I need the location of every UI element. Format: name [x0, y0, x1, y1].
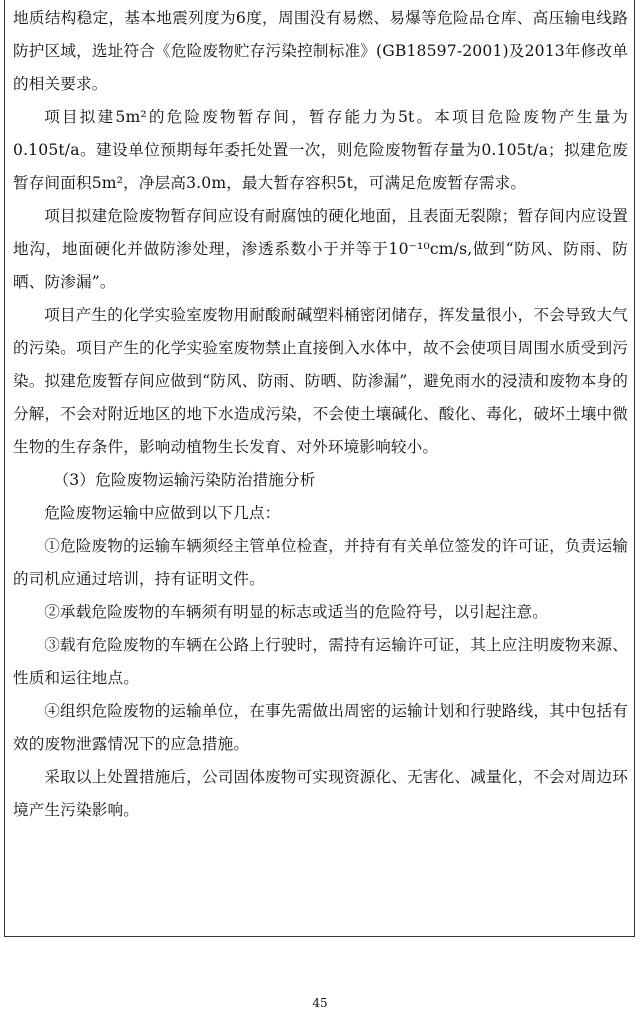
- paragraph-transport-intro: 危险废物运输中应做到以下几点：: [44, 504, 281, 522]
- page-number: 45: [312, 996, 328, 1010]
- paragraph-conclusion: 采取以上处置措施后，公司固体废物可实现资源化、无害化、减量化，不会对周边环境产生污染影响。: [13, 768, 628, 819]
- paragraph-anti-seepage: 项目拟建危险废物暂存间应设有耐腐蚀的硬化地面，且表面无裂隙；暂存间内应设置地沟，地面硬化并做防渗处理，渗透系数小于并等于10⁻¹⁰cm/s,做到“防风、防雨、防晒、防渗漏”。: [13, 207, 628, 291]
- list-item-transport-3: ③载有危险废物的车辆在公路上行驶时，需持有运输许可证，其上应注明废物来源、性质和运往地点。: [13, 636, 628, 687]
- list-item-transport-4: ④组织危险废物的运输单位，在事先需做出周密的运输计划和行驶路线，其中包括有效的废物泄露情况下的应急措施。: [13, 702, 628, 753]
- list-item-transport-1: ①危险废物的运输车辆须经主管单位检查，并持有有关单位签发的许可证，负责运输的司机应通过培训，持有证明文件。: [13, 537, 628, 588]
- paragraph-storage-capacity: 项目拟建5m²的危险废物暂存间，暂存能力为5t。本项目危险废物产生量为0.105t/a。建设单位预期每年委托处置一次，则危险废物暂存量为0.105t/a；拟建危废暂存间面积5m²，净层高3.0m，最大暂存容积5t，可满足危废暂存需求。: [13, 108, 628, 192]
- paragraph-lab-waste-impact: 项目产生的化学实验室废物用耐酸耐碱塑料桶密闭储存，挥发量很小，不会导致大气的污染。项目产生的化学实验室废物禁止直接倒入水体中，故不会使项目周围水质受到污染。拟建危废暂存间应做到“防风、防雨、防晒、防渗漏”，避免雨水的浸渍和废物本身的分解，不会对附近地区的地下水造成污染，不会使土壤碱化、酸化、毒化，破坏土壤中微生物的生存条件，影响动植物生长发育、对外环境影响较小。: [13, 306, 628, 456]
- section-heading-transport: （3）危险废物运输污染防治措施分析: [53, 471, 316, 489]
- list-item-transport-2: ②承载危险废物的车辆须有明显的标志或适当的危险符号，以引起注意。: [44, 603, 548, 621]
- content-frame: [4, 0, 635, 937]
- paragraph-site-geology: 地质结构稳定，基本地震列度为6度，周围没有易燃、易爆等危险品仓库、高压输电线路防护区域，选址符合《危险废物贮存污染控制标准》(GB18597-2001)及2013年修改单的相关要求。: [13, 9, 628, 93]
